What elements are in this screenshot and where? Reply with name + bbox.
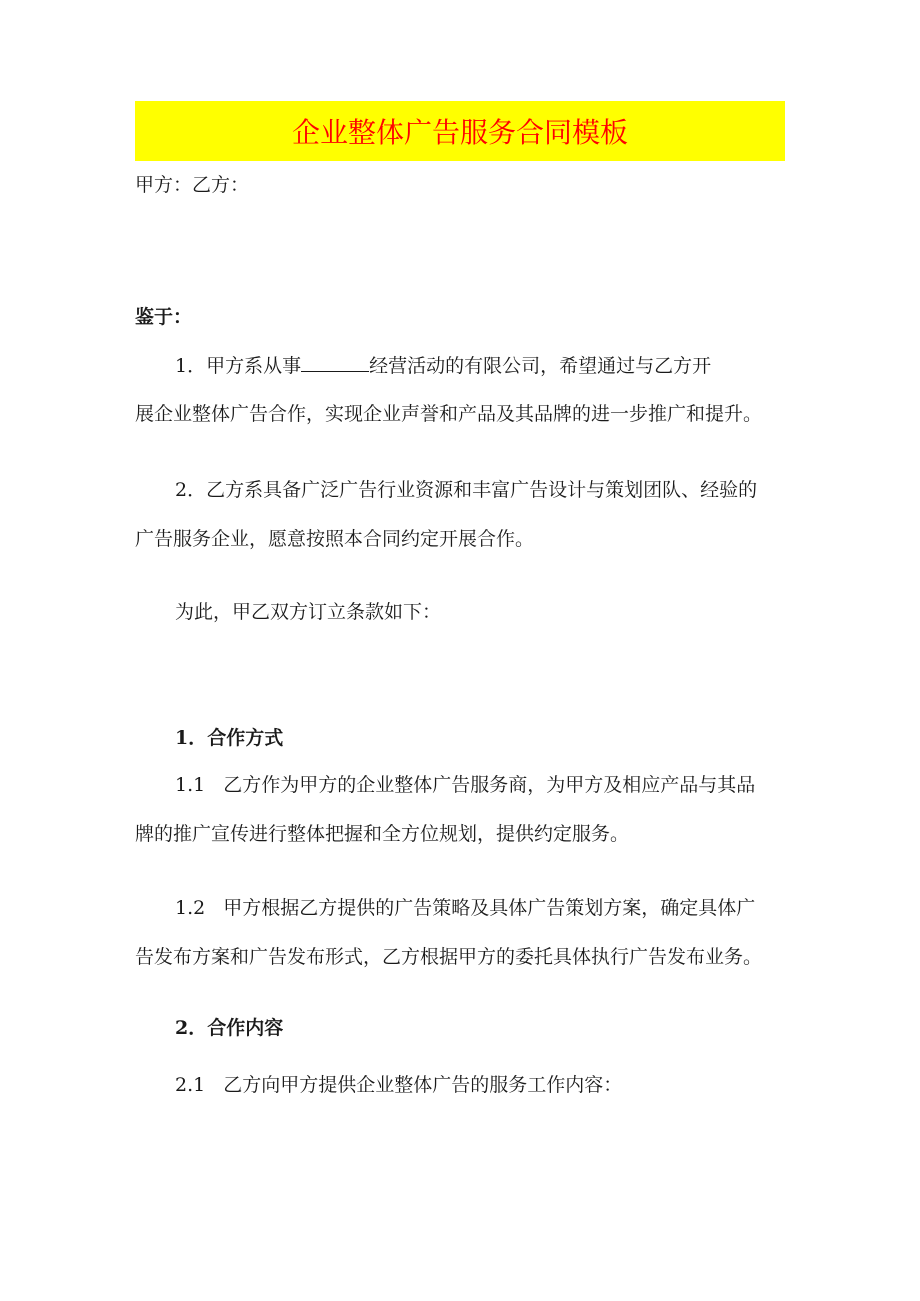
whereas-2-number: 2	[175, 479, 188, 501]
parties-line: 甲方：乙方：	[135, 174, 250, 196]
item-2-1-line-1	[175, 1073, 622, 1097]
whereas-2-line-1	[175, 478, 757, 502]
item-1-2-line-2: 告发布方案和广告发布形式，乙方根据甲方的委托具体执行广告发布业务。	[135, 946, 763, 968]
whereas-1-line-1	[175, 353, 711, 378]
section-2-title: ．合作内容	[188, 1017, 284, 1039]
whereas-1-text-b: 经营活动的有限公司，希望通过与乙方开	[369, 355, 712, 377]
item-1-1-text: 乙方作为甲方的企业整体广告服务商，为甲方及相应产品与其品	[223, 774, 756, 796]
blank-underline	[301, 353, 369, 372]
item-1-2-line-1	[175, 896, 755, 920]
item-1-1-line-2: 牌的推广宣传进行整体把握和全方位规划，提供约定服务。	[135, 823, 630, 845]
item-1-1-line-1	[175, 773, 755, 797]
whereas-heading: 鉴于：	[135, 306, 193, 328]
section-1-number: 1	[175, 727, 189, 749]
item-1-2-number: 1.2	[175, 897, 206, 919]
section-2-heading	[175, 1016, 283, 1040]
document-title: 企业整体广告服务合同模板	[291, 116, 628, 149]
whereas-1-line-2: 展企业整体广告合作，实现企业声誉和产品及其品牌的进一步推广和提升。	[135, 403, 763, 425]
item-2-1-number: 2.1	[175, 1074, 206, 1096]
section-2-number: 2	[175, 1017, 189, 1039]
item-1-2-text: 甲方根据乙方提供的广告策略及具体广告策划方案，确定具体广	[223, 897, 756, 919]
whereas-2-line-2: 广告服务企业，愿意按照本合同约定开展合作。	[135, 528, 535, 550]
whereas-1-number: 1	[175, 355, 188, 377]
agreement-intro: 为此，甲乙双方订立条款如下：	[175, 601, 442, 623]
whereas-2-text: ．乙方系具备广泛广告行业资源和丰富广告设计与策划团队、经验的	[187, 479, 758, 501]
section-1-title: ．合作方式	[188, 727, 284, 749]
whereas-1-text-a: ．甲方系从事	[187, 355, 302, 377]
section-1-heading	[175, 726, 283, 750]
item-2-1-text: 乙方向甲方提供企业整体广告的服务工作内容：	[223, 1074, 623, 1096]
title-banner	[135, 101, 785, 161]
item-1-1-number: 1.1	[175, 774, 206, 796]
